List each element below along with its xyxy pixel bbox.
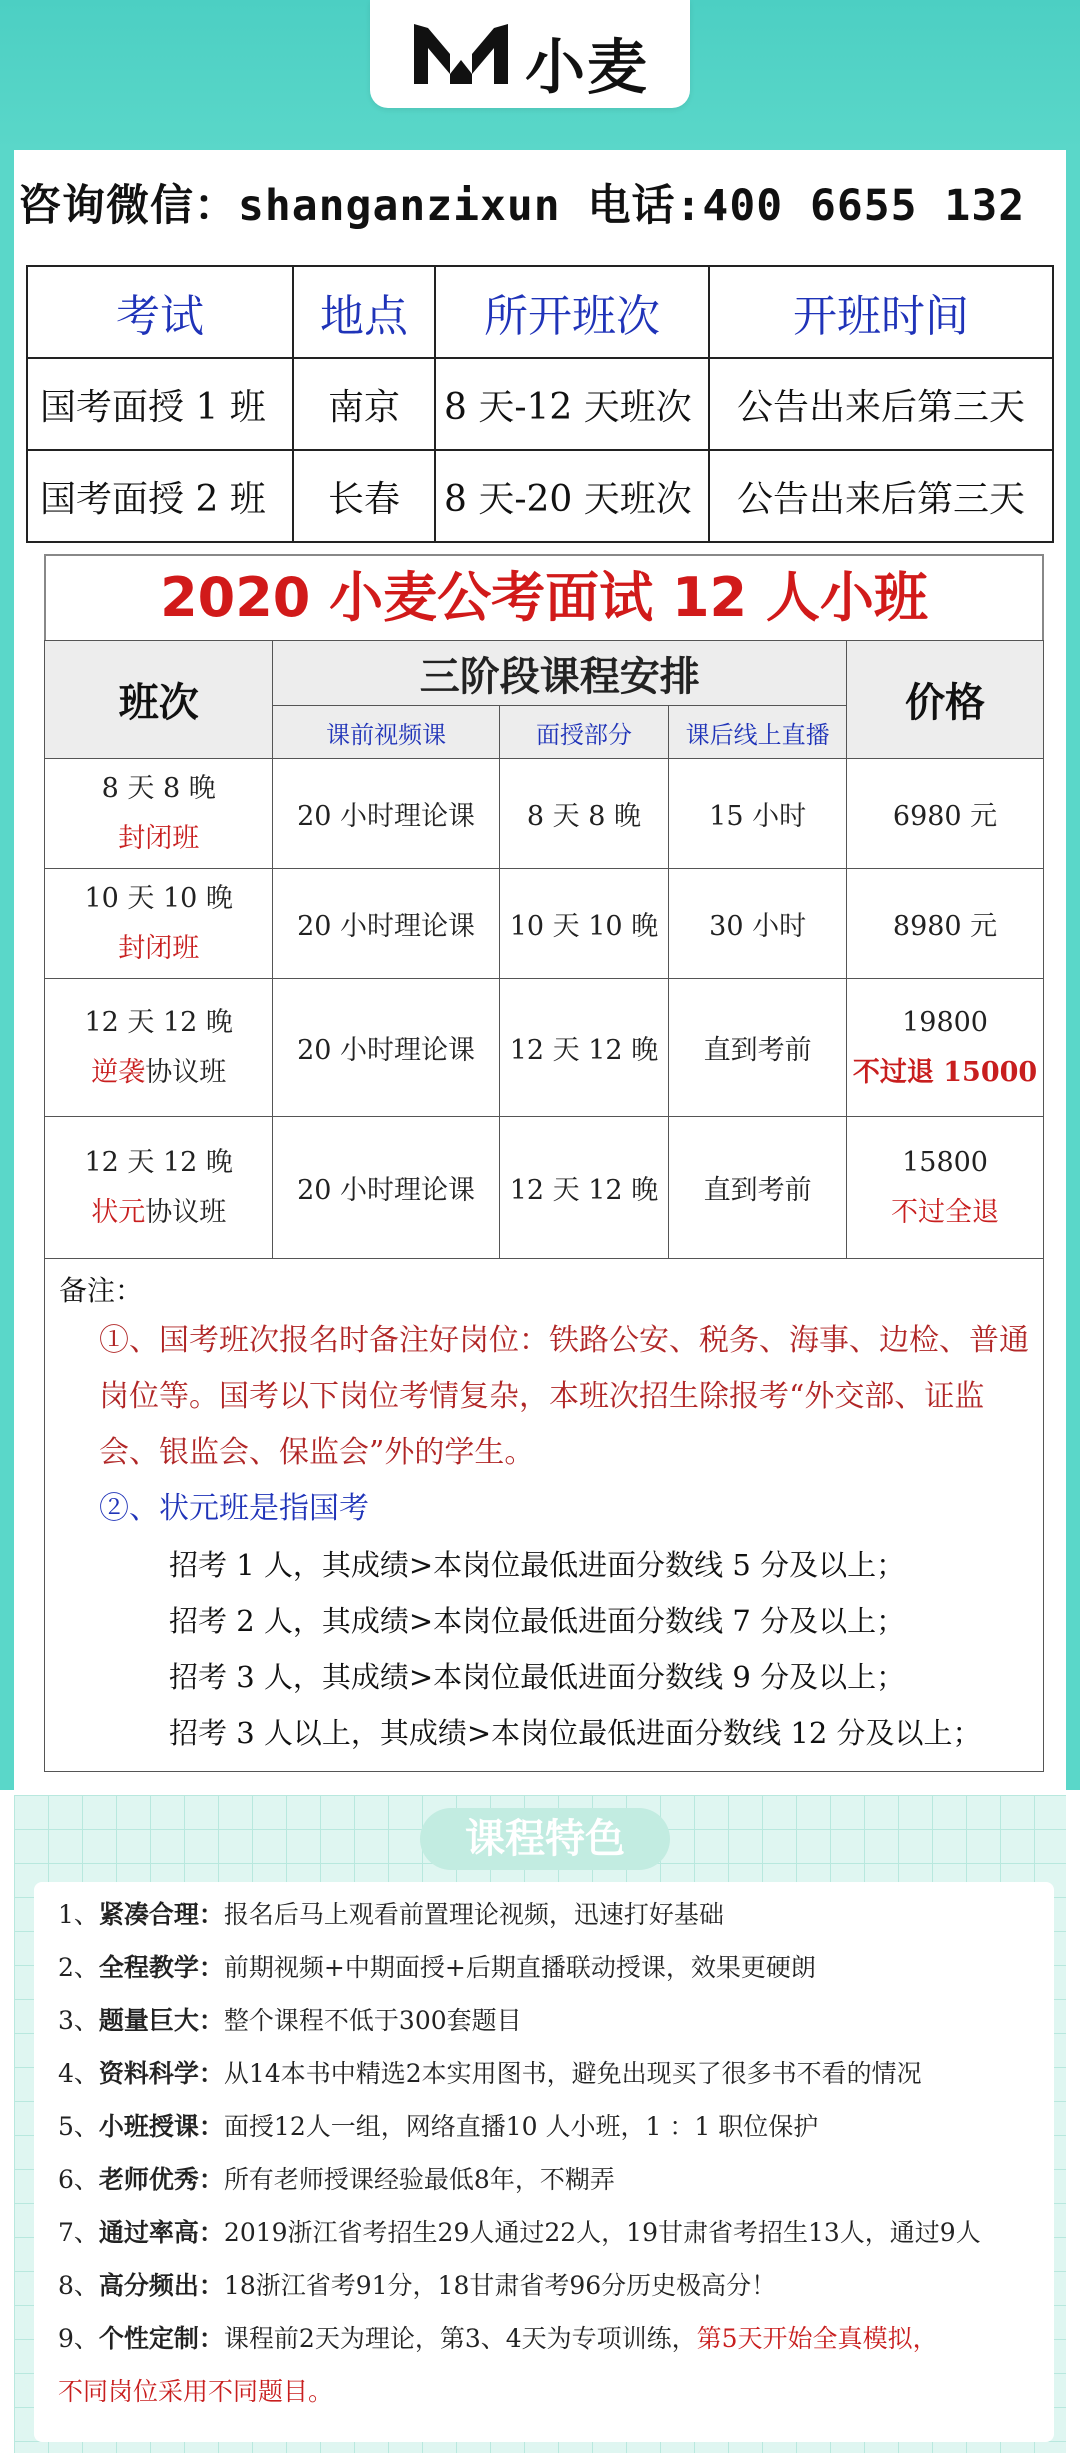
class-type: 封闭班 [118,932,200,964]
price-cell [847,979,1044,1117]
col-stage: 三阶段课程安排 [273,641,847,706]
item-key: 个性定制： [98,2324,224,2353]
price: 19800 [902,1006,988,1038]
item-key: 紧凑合理： [98,1900,224,1929]
right-border [1066,150,1080,1790]
item-text: 前期视频+中期面授+后期直播联动授课，效果更硬朗 [223,1953,816,1982]
price-cell [847,759,1044,869]
list-item [58,2259,1048,2312]
note-item: 招考 2 人，其成绩>本岗位最低进面分数线 7 分及以上； [169,1604,906,1638]
class-name-cell [45,979,273,1117]
item-number: 9、 [58,2324,99,2353]
class-duration: 12 天 12 晚 [84,1146,233,1178]
item-key: 资料科学： [98,2059,224,2088]
cell: 国考面授 1 班 [27,358,293,450]
class-duration: 10 天 10 晚 [84,882,233,914]
notes-box [44,1259,1044,1772]
note-item: 招考 3 人以上，其成绩>本岗位最低进面分数线 12 分及以上； [169,1716,982,1750]
item-number: 1、 [58,1900,99,1929]
schedule-table [26,265,1054,543]
cell: 15 小时 [669,759,847,869]
item-text: 整个课程不低于300套题目 [223,2006,522,2035]
notes-heading: 备注： [59,1274,144,1307]
item-number: 2、 [58,1953,99,1982]
pricing-table [44,640,1044,1259]
item-key: 小班授课： [98,2112,224,2141]
pricing-title: 2020 小麦公考面试 12 人小班 [44,554,1044,640]
cell: 20 小时理论课 [273,1117,499,1259]
table-row [45,1117,1044,1259]
item-number: 6、 [58,2165,99,2194]
col-exam: 考试 [27,266,293,358]
cell: 12 天 12 晚 [499,1117,668,1259]
item-text: 面授12人一组，网络直播10 人小班，1 ：1 职位保护 [223,2112,819,2141]
item-text: 课程前2天为理论，第3、4天为专项训练， [223,2324,697,2353]
item-text-highlight: 第5天开始全真模拟， [696,2324,938,2353]
price-note: 不过全退 [891,1196,1000,1228]
class-type-tail: 协议班 [145,1196,227,1228]
cell: 20 小时理论课 [273,869,499,979]
cell: 直到考前 [669,1117,847,1259]
item-text: 从14本书中精选2本实用图书，避免出现买了很多书不看的情况 [223,2059,922,2088]
class-type: 逆袭 [91,1056,146,1088]
cell: 12 天 12 晚 [499,979,668,1117]
contact-info: 咨询微信：shanganzixun 电话:400 6655 132 [18,181,1026,231]
item-text: 18浙江省考91分，18甘肃省考96分历史极高分！ [223,2271,777,2300]
list-item [58,2312,1048,2365]
cell: 公告出来后第三天 [709,450,1053,542]
item-text-highlight: 不同岗位采用不同题目。 [58,2377,334,2406]
list-item [58,2100,1048,2153]
class-type: 封闭班 [118,822,200,854]
item-key: 题量巨大： [98,2006,224,2035]
list-item [58,2206,1048,2259]
price-cell [847,869,1044,979]
cell: 10 天 10 晚 [499,869,668,979]
logo [370,0,690,108]
price: 6980 元 [892,801,998,832]
price-note: 不过退 15000 [852,1056,1038,1088]
class-duration: 8 天 8 晚 [101,772,216,804]
features-list [58,1888,1048,2418]
table-row [45,759,1044,869]
note-item: 招考 3 人，其成绩>本岗位最低进面分数线 9 分及以上； [169,1660,906,1694]
item-text: 所有老师授课经验最低8年，不糊弄 [223,2165,615,2194]
item-number: 4、 [58,2059,99,2088]
item-number: 7、 [58,2218,99,2247]
pricing-section [44,554,1044,1772]
list-item [58,2047,1048,2100]
item-text: 2019浙江省考招生29人通过22人，19甘肃省考招生13人，通过9人 [223,2218,981,2247]
cell: 直到考前 [669,979,847,1117]
col-video: 课前视频课 [273,706,499,759]
table-row [45,869,1044,979]
item-key: 老师优秀： [98,2165,224,2194]
cell: 20 小时理论课 [273,759,499,869]
header-banner [0,0,1080,150]
class-name-cell [45,1117,273,1259]
item-number: 5、 [58,2112,99,2141]
col-start-time: 开班时间 [709,266,1053,358]
item-key: 高分频出： [98,2271,224,2300]
item-key: 全程教学： [98,1953,224,1982]
cell: 8 天-20 天班次 [435,450,709,542]
cell: 南京 [293,358,435,450]
schedule-header-row [27,266,1053,358]
item-text: 报名后马上观看前置理论视频，迅速打好基础 [223,1900,724,1929]
left-border [0,150,14,1790]
col-face: 面授部分 [499,706,668,759]
col-location: 地点 [293,266,435,358]
table-row [27,450,1053,542]
table-row [45,979,1044,1117]
class-type-tail: 协议班 [145,1056,227,1088]
note-item: 招考 1 人，其成绩>本岗位最低进面分数线 5 分及以上； [169,1548,906,1582]
price-cell [847,1117,1044,1259]
cell: 国考面授 2 班 [27,450,293,542]
price: 15800 [902,1146,988,1178]
class-type: 状元 [91,1196,146,1228]
logo-text: 小麦 [525,33,649,103]
cell: 8 天-12 天班次 [435,358,709,450]
cell: 8 天 8 晚 [499,759,668,869]
cell: 20 小时理论课 [273,979,499,1117]
col-classes: 所开班次 [435,266,709,358]
col-live: 课后线上直播 [669,706,847,759]
table-row [27,358,1053,450]
item-number: 3、 [58,2006,99,2035]
list-item [58,1888,1048,1941]
item-number: 8、 [58,2271,99,2300]
col-price: 价格 [847,641,1044,759]
col-class: 班次 [45,641,273,759]
list-item [58,1941,1048,1994]
cell: 30 小时 [669,869,847,979]
class-name-cell [45,759,273,869]
logo-icon [406,18,516,90]
list-item [58,1994,1048,2047]
note-2: ②、状元班是指国考 [99,1491,369,1526]
list-item [58,2153,1048,2206]
class-duration: 12 天 12 晚 [84,1006,233,1038]
class-name-cell [45,869,273,979]
note-1: ①、国考班次报名时备注好岗位：铁路公安、税务、海事、边检、普通岗位等。国考以下岗位考情复杂，本班次招生除报考“外交部、证监会、银监会、保监会”外的学生。 [99,1323,1029,1470]
list-item-continued [58,2365,1048,2418]
features-title: 课程特色 [420,1808,670,1870]
price: 8980 元 [892,911,998,942]
item-key: 通过率高： [98,2218,224,2247]
cell: 公告出来后第三天 [709,358,1053,450]
cell: 长春 [293,450,435,542]
